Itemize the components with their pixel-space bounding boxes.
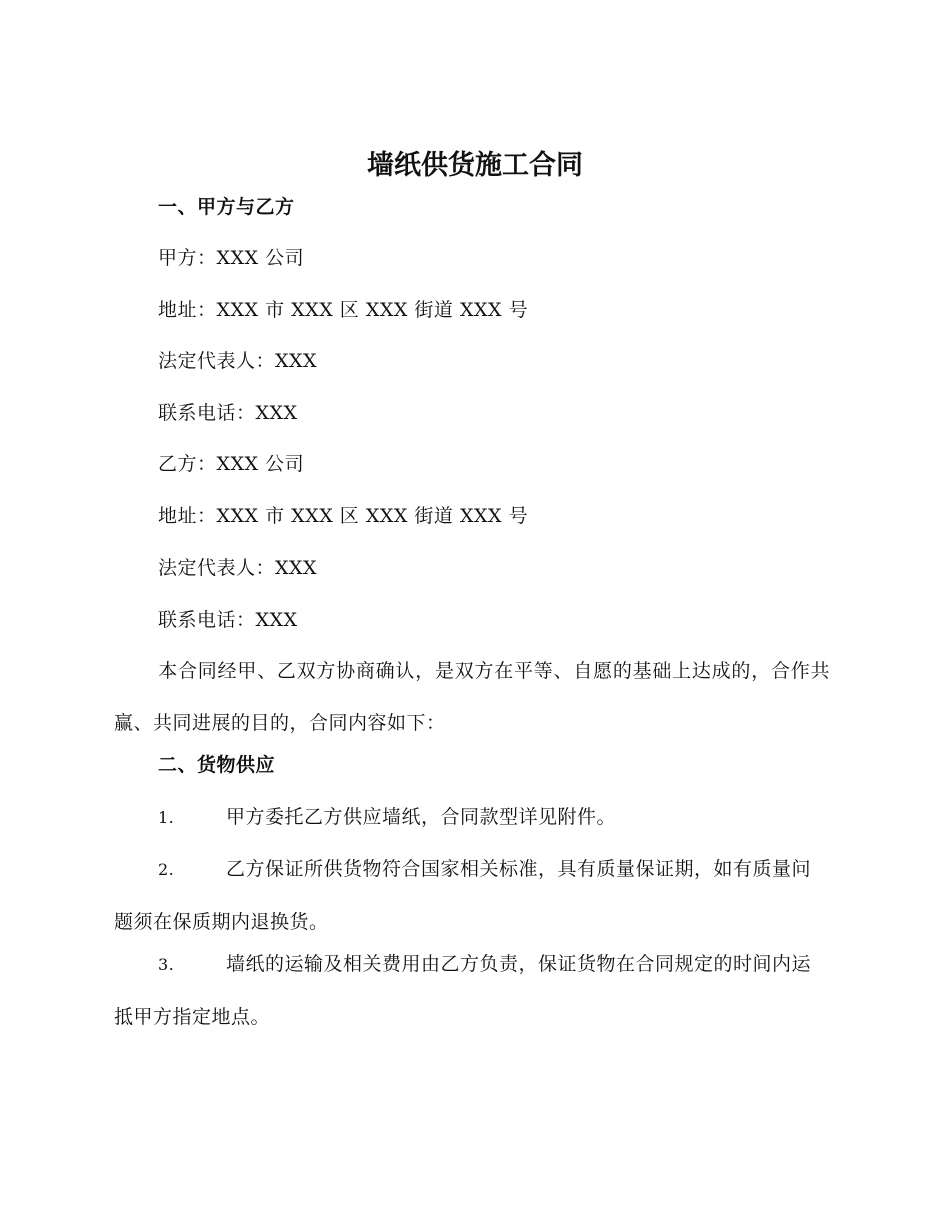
intro-text: 本合同经甲、乙双方协商确认，是双方在平等、自愿的基础上达成的，合作共赢、共同进展的目的，合同内容如下： [114,660,830,734]
document-title: 墙纸供货施工合同 [367,150,583,181]
list-item-number: 2. [158,860,175,879]
section-2-heading: 二、货物供应 [158,754,276,776]
intro-paragraph [114,645,830,749]
party-a-representative: 法定代表人：XXX [158,350,318,372]
list-item-number: 1. [158,808,175,827]
party-a-phone: 联系电话：XXX [158,402,298,424]
list-item-number: 3. [158,955,175,974]
list-item-text: 墙纸的运输及相关费用由乙方负责，保证货物在合同规定的时间内运抵甲方指定地点。 [114,953,812,1028]
list-item-text: 乙方保证所供货物符合国家相关标准，具有质量保证期，如有质量问题须在保质期内退换货。 [114,858,812,933]
section-1-heading: 一、甲方与乙方 [158,196,295,218]
party-a-name: 甲方：XXX 公司 [158,247,305,269]
party-a-address: 地址：XXX 市 XXX 区 XXX 街道 XXX 号 [158,299,529,321]
party-b-address: 地址：XXX 市 XXX 区 XXX 街道 XXX 号 [158,505,529,527]
list-item-text: 甲方委托乙方供应墙纸，合同款型详见附件。 [226,806,617,828]
list-item [114,791,830,844]
party-b-representative: 法定代表人：XXX [158,557,318,579]
list-item [114,843,830,948]
party-b-phone: 联系电话：XXX [158,609,298,631]
list-item [114,938,830,1043]
party-b-name: 乙方：XXX 公司 [158,453,305,475]
